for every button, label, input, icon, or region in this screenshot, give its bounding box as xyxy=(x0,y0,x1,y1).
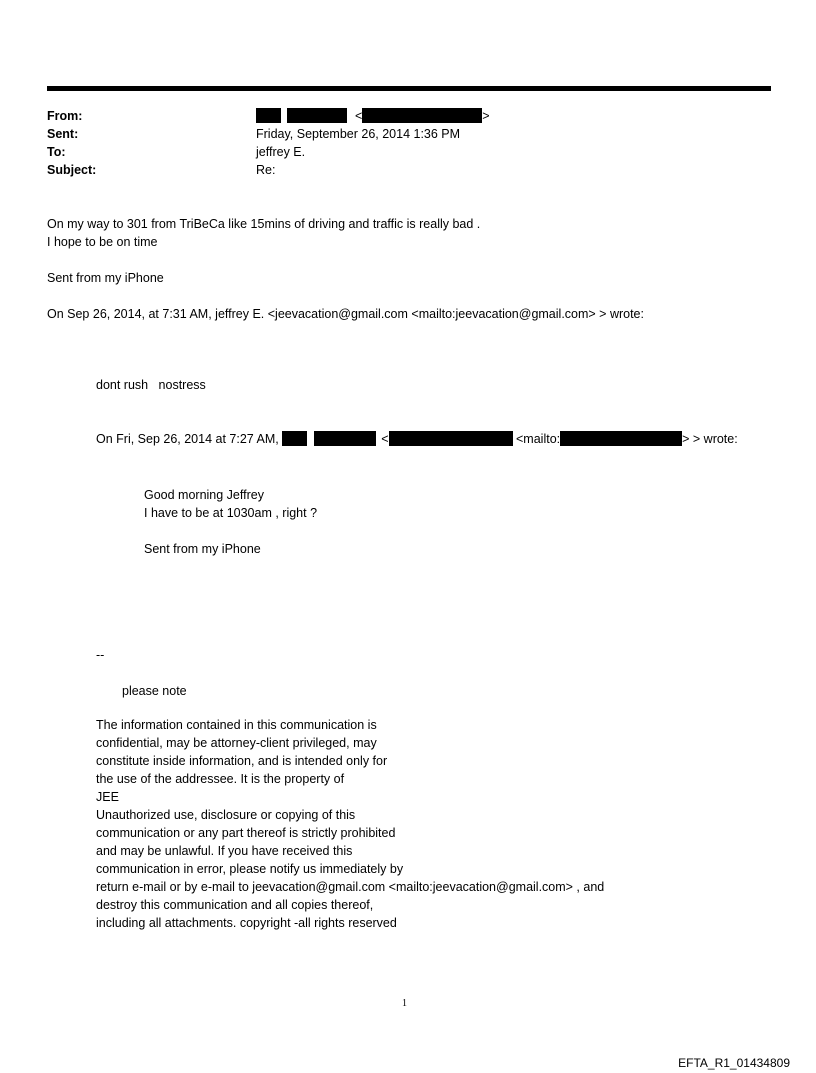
disclaimer-line: communication or any part thereof is strictly prohibited xyxy=(96,826,396,840)
reply1-mailto: <mailto: xyxy=(516,432,561,446)
disclaimer-line: communication in error, please notify us immediately by xyxy=(96,862,404,876)
page-number: 1 xyxy=(402,998,407,1009)
disclaimer-line: Unauthorized use, disclosure or copying of this xyxy=(96,808,356,822)
bates-number: EFTA_R1_01434809 xyxy=(678,1056,790,1070)
reply2-question: I have to be at 1030am , right ? xyxy=(144,506,318,520)
disclaimer-block xyxy=(96,716,604,932)
reply2-greeting: Good morning Jeffrey xyxy=(144,488,264,502)
reply1-quote-prefix: On Fri, Sep 26, 2014 at 7:27 AM, xyxy=(96,432,279,446)
reply1-wrote: > > wrote: xyxy=(682,432,738,446)
reply1-text: dont rush nostress xyxy=(96,378,206,392)
footer-note: please note xyxy=(122,684,187,698)
quote-intro: On Sep 26, 2014, at 7:31 AM, jeffrey E. <jeevacation@gmail.com <mailto:jeevacation@gmail.com> > wrote: xyxy=(47,307,644,321)
to-label: To: xyxy=(47,145,66,159)
message-line-2: I hope to be on time xyxy=(47,235,158,249)
disclaimer-line: return e-mail or by e-mail to jeevacation@gmail.com <mailto:jeevacation@gmail.com> , and xyxy=(96,880,605,894)
disclaimer-line: confidential, may be attorney-client privileged, may xyxy=(96,736,377,750)
disclaimer-line: destroy this communication and all copies thereof, xyxy=(96,898,374,912)
disclaimer-line: including all attachments. copyright -all rights reserved xyxy=(96,916,397,930)
redaction-box xyxy=(314,431,376,446)
sent-value: Friday, September 26, 2014 1:36 PM xyxy=(256,127,461,141)
to-value: jeffrey E. xyxy=(256,145,306,159)
redaction-box xyxy=(287,108,347,123)
redaction-box xyxy=(389,431,513,446)
from-label: From: xyxy=(47,109,83,123)
from-gt: > xyxy=(482,109,490,123)
reply1-quote-line xyxy=(96,430,738,448)
redaction-box xyxy=(282,431,307,446)
sent-label: Sent: xyxy=(47,127,79,141)
message-line-1: On my way to 301 from TriBeCa like 15mins of driving and traffic is really bad . xyxy=(47,217,481,231)
disclaimer-line: The information contained in this communication is xyxy=(96,718,377,732)
subject-value: Re: xyxy=(256,163,276,177)
reply2-signature: Sent from my iPhone xyxy=(144,542,261,556)
message-signature: Sent from my iPhone xyxy=(47,271,164,285)
footer-dashes: -- xyxy=(96,648,105,662)
redaction-box xyxy=(256,108,281,123)
disclaimer-line: and may be unlawful. If you have received this xyxy=(96,844,353,858)
from-value xyxy=(256,107,490,125)
header-rule xyxy=(47,86,771,91)
from-lt: < xyxy=(354,109,363,123)
subject-label: Subject: xyxy=(47,163,97,177)
disclaimer-line: constitute inside information, and is intended only for xyxy=(96,754,388,768)
reply1-lt: < xyxy=(381,432,389,446)
redaction-box xyxy=(362,108,482,123)
disclaimer-line: the use of the addressee. It is the property of xyxy=(96,772,345,786)
redaction-box xyxy=(560,431,682,446)
disclaimer-line: JEE xyxy=(96,790,119,804)
